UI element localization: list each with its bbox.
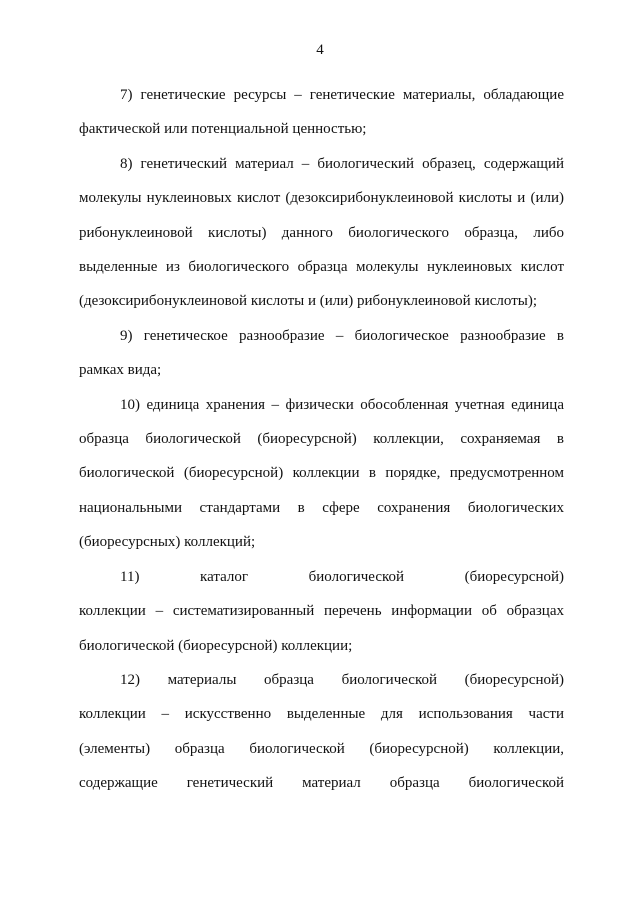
paragraph <box>79 78 564 147</box>
text-line: выделенные из биологического образца молекулы нуклеиновых кислот <box>79 259 564 276</box>
text-line: (биоресурсных) коллекций; <box>79 534 256 551</box>
text-line: 9) генетическое разнообразие – биологическое разнообразие в <box>120 327 564 344</box>
text-line: рибонуклеиновой кислоты) данного биологического образца, либо <box>79 224 564 241</box>
paragraph <box>79 388 564 560</box>
text-line: образца биологической (биоресурсной) коллекции, сохраняемая в <box>79 431 564 448</box>
text-line: 7) генетические ресурсы – генетические материалы, обладающие <box>120 87 564 103</box>
text-line: содержащие генетический материал образца биологической <box>79 775 564 792</box>
text-line: (дезоксирибонуклеиновой кислоты и (или) рибонуклеиновой кислоты); <box>79 293 538 310</box>
paragraph <box>79 560 564 663</box>
text-line: 12) материалы образца биологической (биоресурсной) <box>120 671 564 688</box>
text-line: молекулы нуклеиновых кислот (дезоксирибонуклеиновой кислоты и (или) <box>79 190 564 207</box>
paragraph <box>79 319 564 388</box>
text-line: 10) единица хранения – физически обособленная учетная единица <box>120 396 564 413</box>
paragraph <box>79 147 564 319</box>
text-line: (элементы) образца биологической (биоресурсной) коллекции, <box>79 740 564 757</box>
text-line: национальными стандартами в сфере сохранения биологических <box>79 499 564 516</box>
text-line: коллекции – искусственно выделенные для использования части <box>79 706 564 723</box>
page-number: 4 <box>316 42 324 58</box>
text-line: биологической (биоресурсной) коллекции в порядке, предусмотренном <box>79 465 564 482</box>
text-line: 11) каталог биологической (биоресурсной) <box>120 568 564 585</box>
paragraph <box>79 663 564 801</box>
text-line: коллекции – систематизированный перечень информации об образцах <box>79 603 564 620</box>
text-line: биологической (биоресурсной) коллекции; <box>79 637 353 654</box>
text-line: 8) генетический материал – биологический образец, содержащий <box>120 155 564 172</box>
body-text <box>79 78 564 801</box>
text-line: рамках вида; <box>79 362 162 379</box>
text-line: фактической или потенциальной ценностью; <box>79 121 367 138</box>
